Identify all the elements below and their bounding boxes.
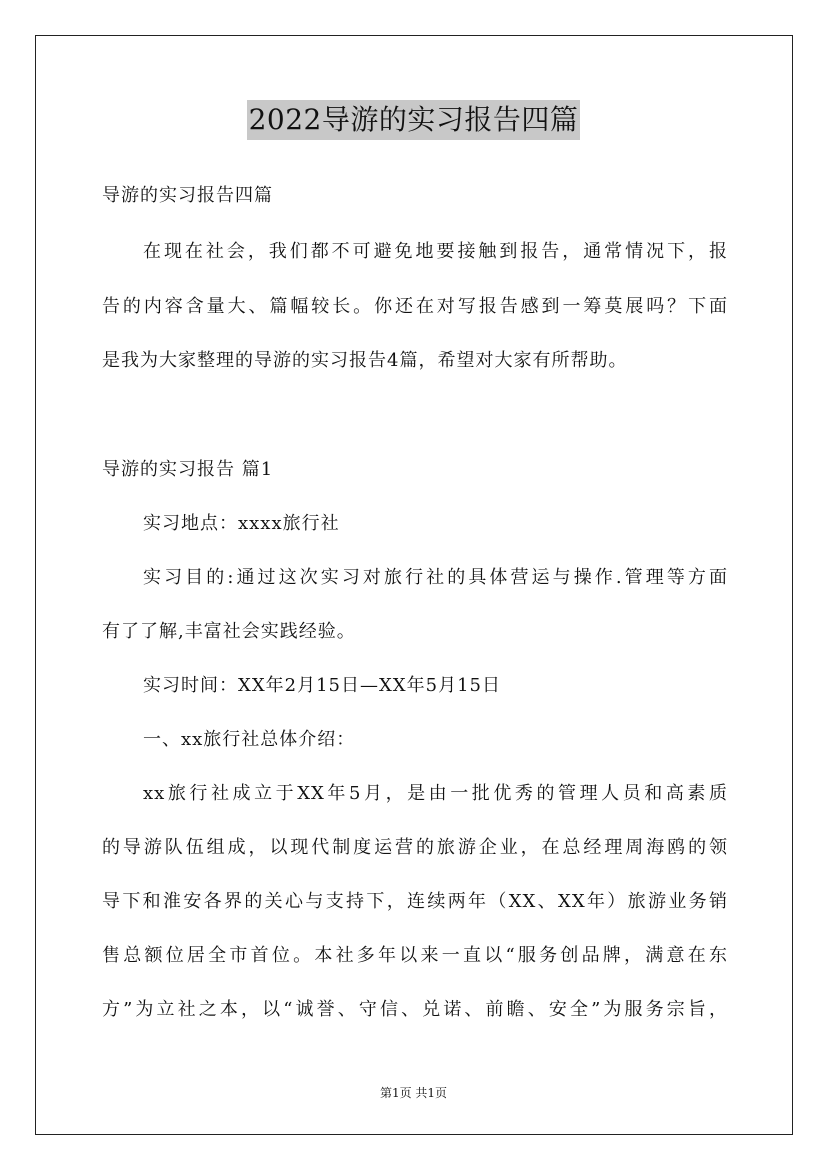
body-line-3: 导下和淮安各界的关心与支持下，连续两年（XX、XX年）旅游业务销 xyxy=(102,891,728,912)
body-line-2: 的导游队伍组成，以现代制度运营的旅游企业，在总经理周海鸥的领 xyxy=(102,837,728,858)
part-heading: 一、xx旅行社总体介绍： xyxy=(143,729,356,750)
document-subtitle: 导游的实习报告四篇 xyxy=(102,185,273,206)
page-footer: 第1页 共1页 xyxy=(379,1086,448,1100)
internship-time: 实习时间：XX年2月15日—XX年5月15日 xyxy=(143,675,501,696)
title-container xyxy=(0,100,827,140)
body-line-5: 方”为立社之本，以“诚誉、守信、兑诺、前瞻、安全”为服务宗旨， xyxy=(102,999,728,1020)
section-heading: 导游的实习报告 篇1 xyxy=(102,459,274,480)
purpose-line-2: 有了了解,丰富社会实践经验。 xyxy=(102,621,356,642)
internship-location: 实习地点：xxxx旅行社 xyxy=(143,513,340,534)
body-line-1: xx旅行社成立于XX年5月，是由一批优秀的管理人员和高素质 xyxy=(143,783,728,804)
document-title: 2022导游的实习报告四篇 xyxy=(247,100,581,140)
intro-line-1: 在现在社会，我们都不可避免地要接触到报告，通常情况下，报 xyxy=(143,241,728,262)
intro-line-3: 是我为大家整理的导游的实习报告4篇，希望对大家有所帮助。 xyxy=(102,350,628,371)
body-line-4: 售总额位居全市首位。本社多年以来一直以“服务创品牌，满意在东 xyxy=(102,945,728,966)
purpose-line-1: 实习目的:通过这次实习对旅行社的具体营运与操作.管理等方面 xyxy=(143,567,728,588)
intro-line-2: 告的内容含量大、篇幅较长。你还在对写报告感到一筹莫展吗？下面 xyxy=(102,296,728,317)
